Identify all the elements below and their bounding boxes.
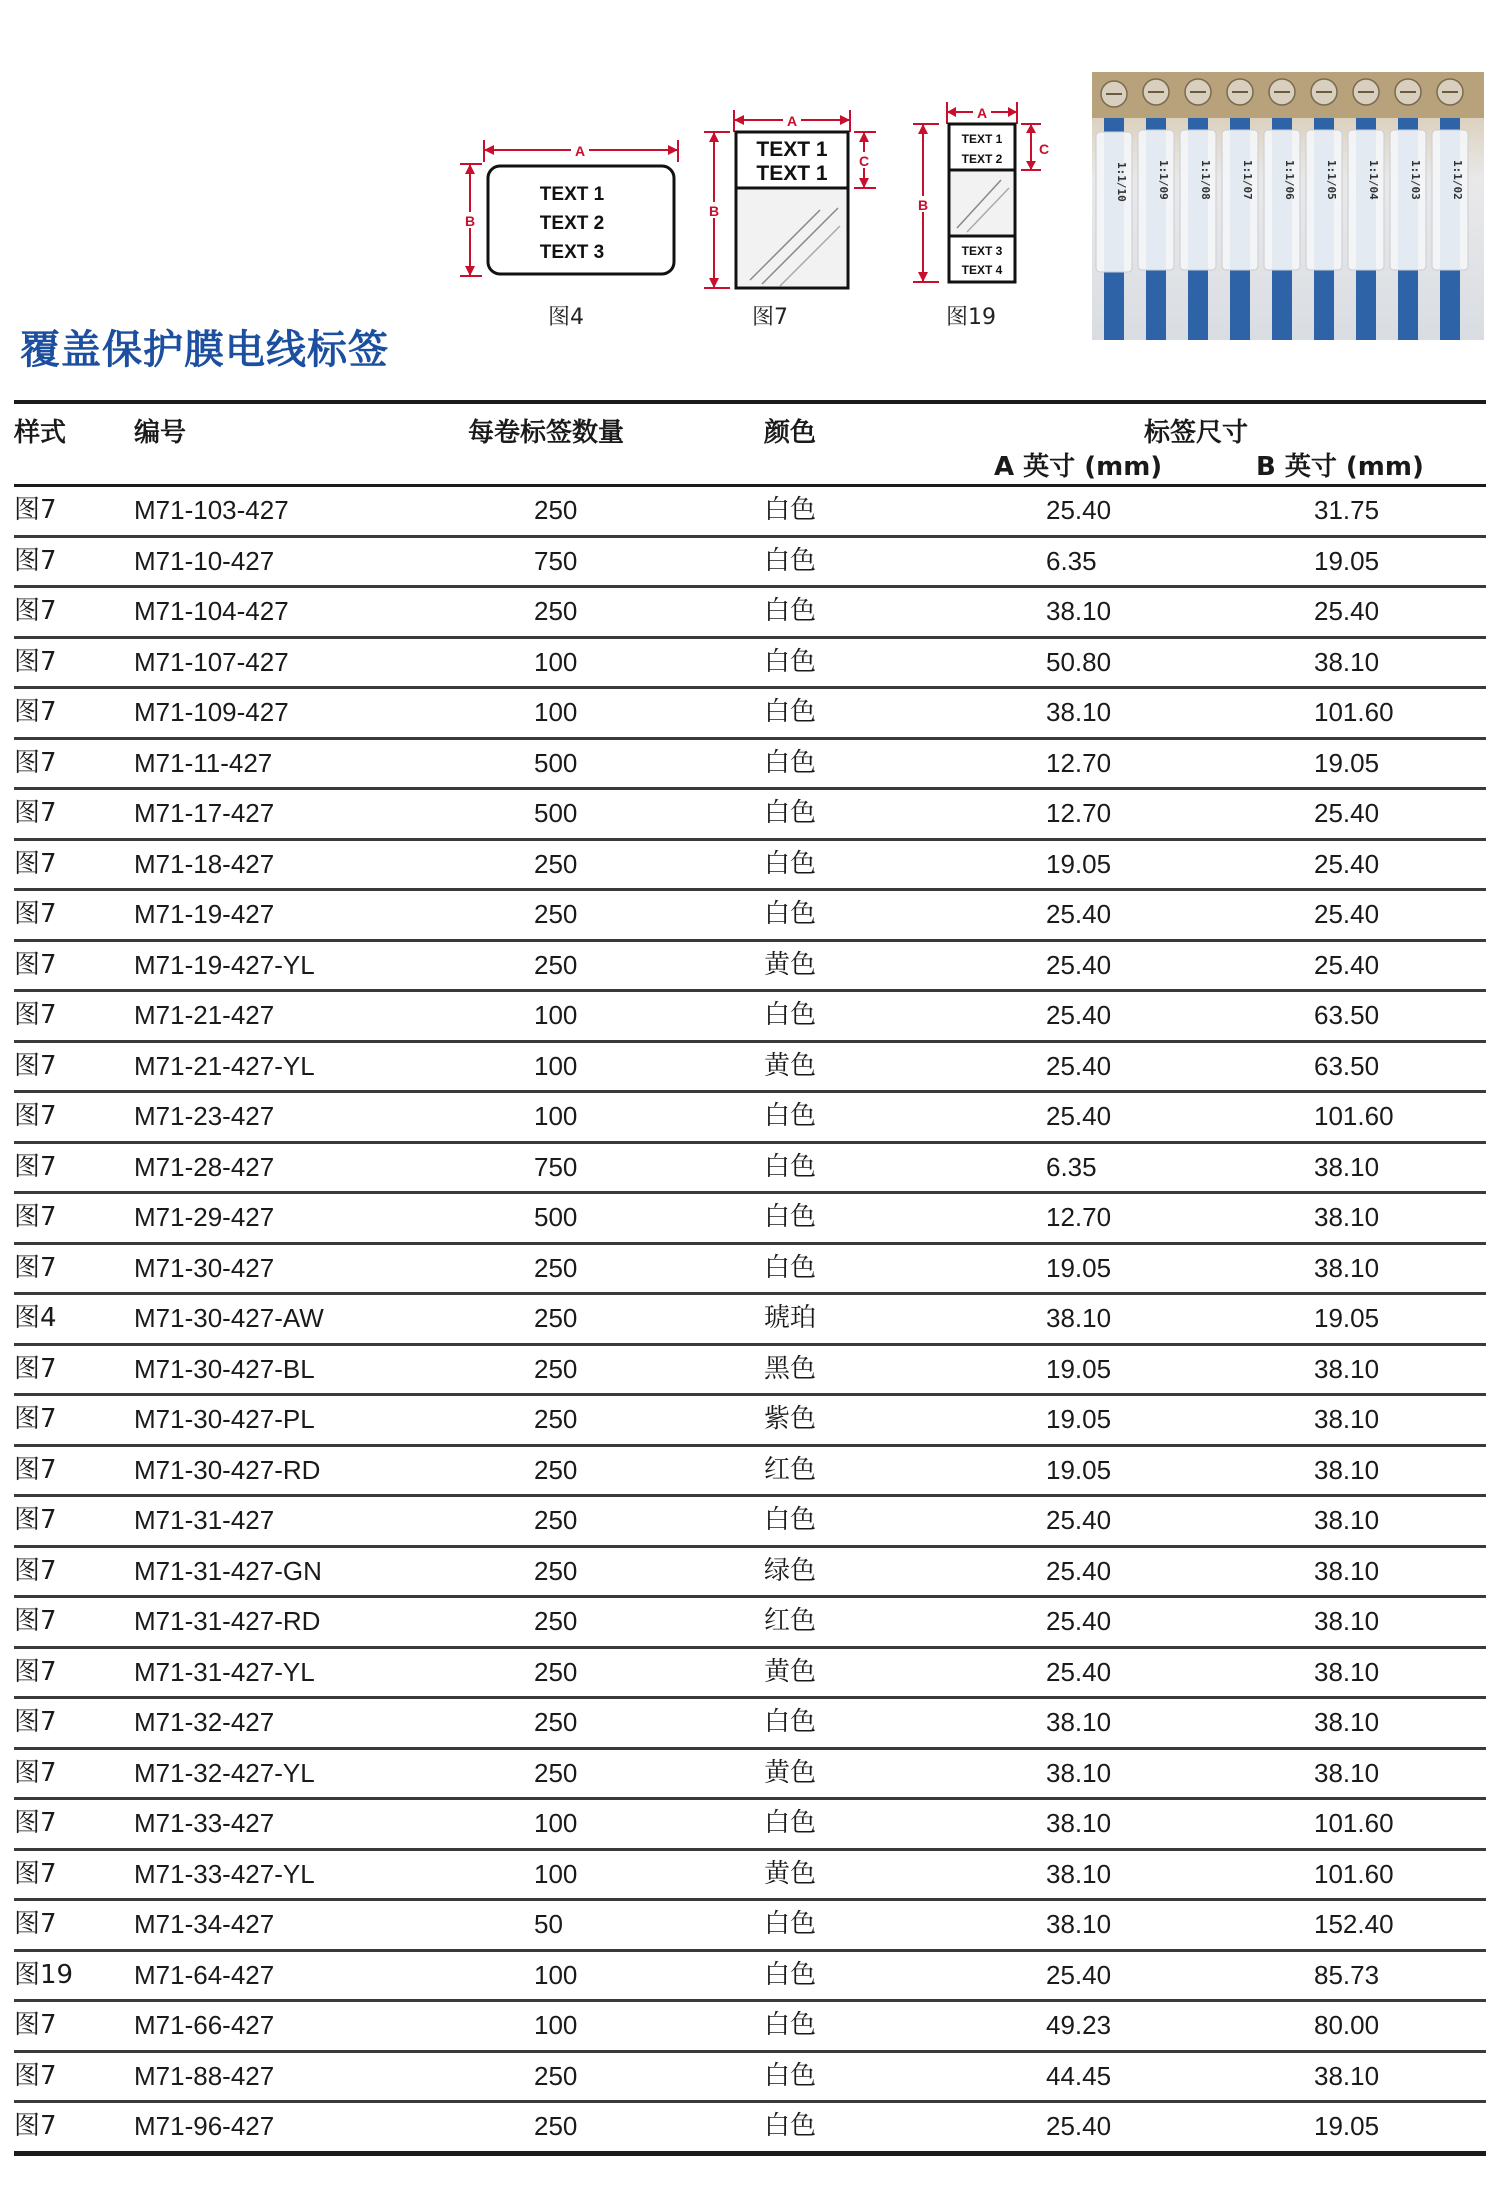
wire-label-7: 1:1/04	[1367, 160, 1380, 200]
row-size-b-cell: 38.10	[1314, 646, 1380, 677]
row-size-b-cell: 101.60	[1314, 1808, 1394, 1838]
row-size-a-cell: 25.40	[1046, 1555, 1112, 1586]
fig7-dim-a-label: A	[786, 113, 798, 129]
table-row	[14, 1343, 1486, 1394]
row-size-a-cell: 12.70	[1046, 798, 1112, 828]
row-qty-cell: 250	[534, 949, 578, 980]
row-code-cell: M71-31-427-YL	[134, 1656, 315, 1687]
row-size-a-cell: 38.10	[1046, 1707, 1112, 1737]
row-style-cell: 图7	[14, 1000, 57, 1030]
row-code-cell: M71-34-427	[134, 1909, 275, 1939]
row-style-cell: 图7	[14, 545, 57, 576]
row-code-cell: M71-66-427	[134, 2010, 275, 2040]
row-size-a-cell: 25.40	[1046, 1050, 1112, 1081]
table-row	[14, 1242, 1486, 1293]
row-size-a-cell: 19.05	[1046, 1252, 1112, 1283]
table-row	[14, 2050, 1486, 2101]
row-code-cell: M71-31-427	[134, 1505, 275, 1535]
row-size-b-cell: 38.10	[1314, 1555, 1380, 1586]
row-size-a-cell: 25.40	[1046, 1959, 1112, 1990]
row-size-b-cell: 19.05	[1314, 2111, 1380, 2141]
row-color-cell: 黄色	[764, 1050, 817, 1081]
row-code-cell: M71-18-427	[134, 848, 275, 879]
row-size-b-cell: 38.10	[1314, 1606, 1380, 1636]
row-size-a-cell: 25.40	[1046, 1656, 1112, 1687]
row-qty-cell: 250	[534, 1353, 578, 1384]
row-style-cell: 图7	[14, 848, 57, 879]
row-style-cell: 图7	[14, 798, 57, 828]
row-qty-cell: 250	[534, 596, 578, 626]
row-color-cell: 白色	[764, 1959, 817, 1990]
table-row	[14, 787, 1486, 838]
fig19-dim-a-label: A	[976, 105, 988, 121]
row-color-cell: 白色	[764, 747, 817, 778]
table-row	[14, 1191, 1486, 1242]
row-qty-cell: 100	[534, 1959, 578, 1990]
row-size-a-cell: 19.05	[1046, 1454, 1112, 1485]
table-row	[14, 1848, 1486, 1899]
row-qty-cell: 100	[534, 1000, 578, 1030]
row-color-cell: 红色	[764, 1454, 817, 1485]
row-qty-cell: 250	[534, 1454, 578, 1485]
row-code-cell: M71-17-427	[134, 798, 275, 828]
row-style-cell: 图7	[14, 1252, 57, 1283]
row-size-b-cell: 80.00	[1314, 2010, 1380, 2040]
row-qty-cell: 250	[534, 1252, 578, 1283]
fig7-dim-c-label: C	[858, 153, 870, 169]
row-qty-cell: 250	[534, 1757, 578, 1788]
row-color-cell: 白色	[764, 697, 817, 727]
table-row	[14, 1040, 1486, 1091]
row-style-cell: 图7	[14, 899, 57, 929]
row-qty-cell: 250	[534, 2060, 578, 2091]
row-style-cell: 图7	[14, 1757, 57, 1788]
fig4-text-line-1: TEXT 1	[539, 184, 605, 205]
row-color-cell: 白色	[764, 596, 817, 626]
row-code-cell: M71-31-427-RD	[134, 1606, 321, 1636]
row-style-cell: 图7	[14, 2111, 57, 2141]
table-row	[14, 1393, 1486, 1444]
wire-labels-photo	[1092, 72, 1484, 340]
row-qty-cell: 250	[534, 495, 578, 525]
row-code-cell: M71-28-427	[134, 1151, 275, 1182]
row-qty-cell: 250	[534, 2111, 578, 2141]
wire-bundle-illustration	[1092, 72, 1484, 340]
table-row	[14, 2100, 1486, 2151]
page-title: 覆盖保护膜电线标签	[20, 327, 389, 373]
row-size-b-cell: 38.10	[1314, 1202, 1380, 1232]
table-row	[14, 737, 1486, 788]
row-qty-cell: 250	[534, 1505, 578, 1535]
row-size-b-cell: 38.10	[1314, 1454, 1380, 1485]
table-row	[14, 1141, 1486, 1192]
table-body	[14, 484, 1486, 2151]
row-qty-cell: 100	[534, 1808, 578, 1838]
row-size-a-cell: 25.40	[1046, 1606, 1112, 1636]
row-size-a-cell: 25.40	[1046, 495, 1112, 525]
row-color-cell: 黄色	[764, 949, 817, 980]
row-size-b-cell: 38.10	[1314, 1252, 1380, 1283]
row-code-cell: M71-30-427-RD	[134, 1454, 321, 1485]
wire-label-1: 1:1/10	[1115, 162, 1128, 202]
row-style-cell: 图4	[14, 1303, 57, 1333]
row-size-a-cell: 38.10	[1046, 1858, 1112, 1889]
row-code-cell: M71-30-427	[134, 1252, 275, 1283]
table-row	[14, 939, 1486, 990]
table-row	[14, 888, 1486, 939]
wire-label-2: 1:1/09	[1157, 160, 1170, 200]
row-size-b-cell: 38.10	[1314, 1353, 1380, 1384]
row-qty-cell: 750	[534, 545, 578, 576]
fig7-dim-b-label: B	[708, 203, 720, 219]
table-row	[14, 1292, 1486, 1343]
row-color-cell: 黑色	[764, 1353, 817, 1384]
table-row	[14, 1747, 1486, 1798]
row-color-cell: 白色	[764, 1505, 817, 1535]
row-size-b-cell: 38.10	[1314, 1656, 1380, 1687]
row-code-cell: M71-23-427	[134, 1101, 275, 1131]
figure-7-diagram	[700, 110, 880, 295]
row-qty-cell: 500	[534, 747, 578, 778]
row-style-cell: 图19	[14, 1959, 74, 1990]
row-size-a-cell: 6.35	[1046, 1151, 1097, 1182]
table-row	[14, 1646, 1486, 1697]
header-qty: 每卷标签数量	[468, 418, 625, 448]
row-color-cell: 紫色	[764, 1404, 817, 1434]
row-code-cell: M71-19-427	[134, 899, 275, 929]
row-size-a-cell: 19.05	[1046, 1404, 1112, 1434]
row-code-cell: M71-11-427	[134, 747, 273, 778]
row-size-a-cell: 19.05	[1046, 848, 1112, 879]
row-color-cell: 白色	[764, 1909, 817, 1939]
header-a: A 英寸 (mm)	[994, 452, 1163, 482]
header-size: 标签尺寸	[1144, 418, 1249, 448]
row-qty-cell: 100	[534, 646, 578, 677]
row-size-a-cell: 12.70	[1046, 1202, 1112, 1232]
wire-label-5: 1:1/06	[1283, 160, 1296, 200]
row-color-cell: 白色	[764, 495, 817, 525]
row-style-cell: 图7	[14, 1353, 57, 1384]
row-size-b-cell: 19.05	[1314, 747, 1380, 778]
row-size-b-cell: 25.40	[1314, 848, 1380, 879]
table-row	[14, 989, 1486, 1040]
table-row	[14, 1595, 1486, 1646]
row-size-b-cell: 25.40	[1314, 798, 1380, 828]
header-color: 颜色	[764, 418, 817, 448]
fig19-text-line-2: TEXT 2	[961, 152, 1003, 166]
row-code-cell: M71-32-427-YL	[134, 1757, 315, 1788]
row-code-cell: M71-33-427-YL	[134, 1858, 315, 1889]
figure-19-diagram	[905, 102, 1065, 292]
row-size-b-cell: 31.75	[1314, 495, 1380, 525]
row-size-a-cell: 25.40	[1046, 1000, 1112, 1030]
row-color-cell: 白色	[764, 1000, 817, 1030]
figure-7-caption: 图7	[752, 305, 788, 330]
row-qty-cell: 250	[534, 1555, 578, 1586]
row-color-cell: 白色	[764, 1707, 817, 1737]
table-row	[14, 686, 1486, 737]
row-qty-cell: 100	[534, 1858, 578, 1889]
row-color-cell: 白色	[764, 848, 817, 879]
row-style-cell: 图7	[14, 1404, 57, 1434]
row-code-cell: M71-107-427	[134, 646, 289, 677]
fig19-dim-c-label: C	[1038, 141, 1050, 157]
row-qty-cell: 250	[534, 899, 578, 929]
row-size-b-cell: 63.50	[1314, 1050, 1380, 1081]
fig4-dim-a-label: A	[574, 143, 586, 159]
fig19-text-line-3: TEXT 3	[961, 244, 1003, 258]
table-row	[14, 1797, 1486, 1848]
row-size-a-cell: 25.40	[1046, 899, 1112, 929]
row-code-cell: M71-21-427	[134, 1000, 275, 1030]
row-size-a-cell: 25.40	[1046, 1101, 1112, 1131]
row-style-cell: 图7	[14, 1454, 57, 1485]
table-row	[14, 1949, 1486, 2000]
row-size-b-cell: 63.50	[1314, 1000, 1380, 1030]
row-size-b-cell: 25.40	[1314, 596, 1380, 626]
row-color-cell: 白色	[764, 1151, 817, 1182]
fig19-dim-b-label: B	[917, 197, 929, 213]
row-style-cell: 图7	[14, 1050, 57, 1081]
row-code-cell: M71-33-427	[134, 1808, 275, 1838]
fig4-text-line-3: TEXT 3	[539, 242, 605, 263]
table-row	[14, 1444, 1486, 1495]
row-color-cell: 白色	[764, 1808, 817, 1838]
row-style-cell: 图7	[14, 646, 57, 677]
figure-19-caption: 图19	[946, 305, 996, 330]
table-row	[14, 585, 1486, 636]
row-size-b-cell: 38.10	[1314, 1757, 1380, 1788]
row-color-cell: 白色	[764, 2010, 817, 2040]
row-qty-cell: 250	[534, 1707, 578, 1737]
row-qty-cell: 100	[534, 2010, 578, 2040]
header-b: B 英寸 (mm)	[1256, 452, 1424, 482]
row-size-b-cell: 38.10	[1314, 2060, 1380, 2091]
row-size-a-cell: 38.10	[1046, 697, 1112, 727]
row-style-cell: 图7	[14, 949, 57, 980]
row-style-cell: 图7	[14, 1505, 57, 1535]
fig19-text-line-4: TEXT 4	[961, 263, 1003, 277]
table-row	[14, 1090, 1486, 1141]
row-color-cell: 黄色	[764, 1656, 817, 1687]
fig7-text-line-2: TEXT 1	[756, 162, 828, 185]
row-size-b-cell: 85.73	[1314, 1959, 1380, 1990]
row-style-cell: 图7	[14, 1656, 57, 1687]
row-color-cell: 白色	[764, 646, 817, 677]
table-row	[14, 484, 1486, 535]
table-row	[14, 535, 1486, 586]
row-color-cell: 白色	[764, 2111, 817, 2141]
row-size-b-cell: 19.05	[1314, 1303, 1380, 1333]
row-size-a-cell: 6.35	[1046, 545, 1097, 576]
row-size-a-cell: 25.40	[1046, 2111, 1112, 2141]
row-code-cell: M71-64-427	[134, 1959, 275, 1990]
row-code-cell: M71-32-427	[134, 1707, 275, 1737]
row-color-cell: 白色	[764, 798, 817, 828]
row-code-cell: M71-88-427	[134, 2060, 275, 2091]
fig4-dim-b-label: B	[464, 213, 476, 229]
row-size-a-cell: 25.40	[1046, 949, 1112, 980]
row-style-cell: 图7	[14, 596, 57, 626]
row-color-cell: 绿色	[764, 1555, 817, 1586]
row-size-b-cell: 101.60	[1314, 1101, 1394, 1131]
row-size-a-cell: 49.23	[1046, 2010, 1112, 2040]
row-style-cell: 图7	[14, 1151, 57, 1182]
table-header	[14, 404, 1486, 484]
row-code-cell: M71-30-427-BL	[134, 1353, 315, 1384]
row-size-b-cell: 38.10	[1314, 1404, 1380, 1434]
row-size-a-cell: 38.10	[1046, 1909, 1112, 1939]
row-style-cell: 图7	[14, 1909, 57, 1939]
row-size-a-cell: 12.70	[1046, 747, 1112, 778]
row-size-b-cell: 101.60	[1314, 697, 1394, 727]
row-qty-cell: 100	[534, 1101, 578, 1131]
row-style-cell: 图7	[14, 2060, 57, 2091]
row-color-cell: 白色	[764, 1252, 817, 1283]
row-color-cell: 琥珀	[764, 1303, 817, 1333]
row-code-cell: M71-104-427	[134, 596, 289, 626]
row-code-cell: M71-103-427	[134, 495, 289, 525]
row-size-a-cell: 38.10	[1046, 1303, 1112, 1333]
row-size-b-cell: 38.10	[1314, 1707, 1380, 1737]
row-qty-cell: 100	[534, 697, 578, 727]
table-row	[14, 1545, 1486, 1596]
row-color-cell: 黄色	[764, 1858, 817, 1889]
row-qty-cell: 250	[534, 1404, 578, 1434]
row-size-b-cell: 152.40	[1314, 1909, 1394, 1939]
row-qty-cell: 750	[534, 1151, 578, 1182]
row-size-b-cell: 101.60	[1314, 1858, 1394, 1889]
figure-4-diagram	[460, 138, 700, 288]
row-size-a-cell: 38.10	[1046, 1757, 1112, 1788]
table-row	[14, 1999, 1486, 2050]
row-size-a-cell: 44.45	[1046, 2060, 1112, 2091]
wire-label-6: 1:1/05	[1325, 160, 1338, 200]
row-color-cell: 红色	[764, 1606, 817, 1636]
row-style-cell: 图7	[14, 1202, 57, 1232]
row-color-cell: 白色	[764, 1202, 817, 1232]
table-row	[14, 838, 1486, 889]
row-size-b-cell: 25.40	[1314, 899, 1380, 929]
row-qty-cell: 50	[534, 1909, 563, 1939]
row-qty-cell: 250	[534, 848, 578, 879]
header-style: 样式	[14, 418, 67, 448]
row-size-b-cell: 19.05	[1314, 545, 1380, 576]
fig4-text-line-2: TEXT 2	[539, 213, 605, 234]
row-qty-cell: 500	[534, 798, 578, 828]
header-code: 编号	[134, 418, 187, 448]
row-size-a-cell: 38.10	[1046, 1808, 1112, 1838]
table-row	[14, 1898, 1486, 1949]
table-row	[14, 1696, 1486, 1747]
row-size-a-cell: 25.40	[1046, 1505, 1112, 1535]
row-code-cell: M71-96-427	[134, 2111, 275, 2141]
row-color-cell: 白色	[764, 545, 817, 576]
row-code-cell: M71-109-427	[134, 697, 289, 727]
row-style-cell: 图7	[14, 697, 57, 727]
row-code-cell: M71-21-427-YL	[134, 1050, 315, 1081]
row-code-cell: M71-31-427-GN	[134, 1555, 322, 1586]
row-qty-cell: 100	[534, 1050, 578, 1081]
row-code-cell: M71-29-427	[134, 1202, 275, 1232]
wire-label-4: 1:1/07	[1241, 160, 1254, 200]
row-color-cell: 白色	[764, 2060, 817, 2091]
row-code-cell: M71-19-427-YL	[134, 949, 315, 980]
wire-label-9: 1:1/02	[1451, 160, 1464, 200]
table-row	[14, 1494, 1486, 1545]
row-qty-cell: 500	[534, 1202, 578, 1232]
row-style-cell: 图7	[14, 1606, 57, 1636]
row-size-a-cell: 38.10	[1046, 596, 1112, 626]
row-qty-cell: 250	[534, 1606, 578, 1636]
wire-label-8: 1:1/03	[1409, 160, 1422, 200]
table-row	[14, 636, 1486, 687]
figure-4-caption: 图4	[548, 305, 584, 330]
row-style-cell: 图7	[14, 1707, 57, 1737]
row-code-cell: M71-30-427-PL	[134, 1404, 315, 1434]
row-size-a-cell: 19.05	[1046, 1353, 1112, 1384]
row-color-cell: 黄色	[764, 1757, 817, 1788]
row-qty-cell: 250	[534, 1656, 578, 1687]
row-style-cell: 图7	[14, 747, 57, 778]
row-size-b-cell: 38.10	[1314, 1151, 1380, 1182]
product-table	[14, 400, 1486, 2156]
row-code-cell: M71-10-427	[134, 545, 275, 576]
row-color-cell: 白色	[764, 1101, 817, 1131]
row-style-cell: 图7	[14, 1555, 57, 1586]
row-size-b-cell: 25.40	[1314, 949, 1380, 980]
row-style-cell: 图7	[14, 2010, 57, 2040]
fig19-text-line-1: TEXT 1	[961, 132, 1003, 146]
row-style-cell: 图7	[14, 1808, 57, 1838]
row-qty-cell: 250	[534, 1303, 578, 1333]
fig7-text-line-1: TEXT 1	[756, 138, 828, 161]
table-bottom-rule	[14, 2151, 1486, 2156]
row-style-cell: 图7	[14, 1858, 57, 1889]
wire-label-3: 1:1/08	[1199, 160, 1212, 200]
row-color-cell: 白色	[764, 899, 817, 929]
row-style-cell: 图7	[14, 1101, 57, 1131]
row-code-cell: M71-30-427-AW	[134, 1303, 324, 1333]
row-size-b-cell: 38.10	[1314, 1505, 1380, 1535]
row-size-a-cell: 50.80	[1046, 646, 1112, 677]
row-style-cell: 图7	[14, 495, 57, 525]
